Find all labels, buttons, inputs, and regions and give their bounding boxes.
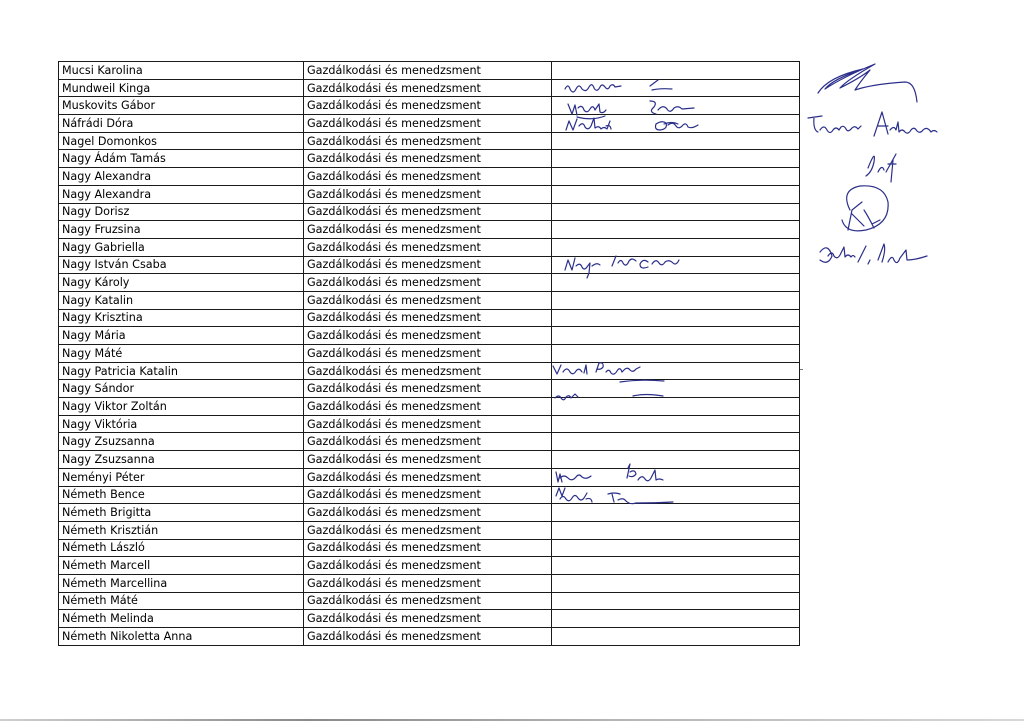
student-name-cell: Nagy Patricia Katalin bbox=[59, 362, 304, 380]
student-name-cell: Náfrádi Dóra bbox=[59, 115, 304, 133]
student-name-cell: Muskovits Gábor bbox=[59, 97, 304, 115]
table-row bbox=[59, 451, 800, 469]
table-row bbox=[59, 309, 800, 327]
table-row bbox=[59, 539, 800, 557]
student-name-cell: Nagy Dorisz bbox=[59, 203, 304, 221]
signature-cell bbox=[552, 539, 800, 557]
student-name-cell: Nagy István Csaba bbox=[59, 256, 304, 274]
signature-cell bbox=[552, 132, 800, 150]
table-row bbox=[59, 592, 800, 610]
student-name-cell: Nagy Gabriella bbox=[59, 238, 304, 256]
signature-cell bbox=[552, 327, 800, 345]
program-cell: Gazdálkodási és menedzsment bbox=[304, 256, 552, 274]
program-cell: Gazdálkodási és menedzsment bbox=[304, 557, 552, 575]
signature-cell bbox=[552, 345, 800, 363]
student-name-cell: Németh Krisztián bbox=[59, 521, 304, 539]
signature-margin-initials bbox=[866, 154, 896, 182]
table-row bbox=[59, 256, 800, 274]
signature-cell bbox=[552, 203, 800, 221]
program-cell: Gazdálkodási és menedzsment bbox=[304, 132, 552, 150]
program-cell: Gazdálkodási és menedzsment bbox=[304, 345, 552, 363]
table-row bbox=[59, 327, 800, 345]
table-row bbox=[59, 380, 800, 398]
table-row bbox=[59, 115, 800, 133]
student-name-cell: Nagy Zsuzsanna bbox=[59, 451, 304, 469]
scan-speck bbox=[800, 369, 803, 370]
signature-cell bbox=[552, 486, 800, 504]
student-name-cell: Németh Marcellina bbox=[59, 574, 304, 592]
student-name-cell: Németh Nikoletta Anna bbox=[59, 628, 304, 646]
program-cell: Gazdálkodási és menedzsment bbox=[304, 238, 552, 256]
student-name-cell: Németh Bence bbox=[59, 486, 304, 504]
table-row bbox=[59, 203, 800, 221]
signature-cell bbox=[552, 238, 800, 256]
student-name-cell: Németh Brigitta bbox=[59, 504, 304, 522]
signature-cell bbox=[552, 150, 800, 168]
program-cell: Gazdálkodási és menedzsment bbox=[304, 628, 552, 646]
student-name-cell: Nagy Sándor bbox=[59, 380, 304, 398]
student-name-cell: Németh László bbox=[59, 539, 304, 557]
program-cell: Gazdálkodási és menedzsment bbox=[304, 539, 552, 557]
student-name-cell: Németh Máté bbox=[59, 592, 304, 610]
program-cell: Gazdálkodási és menedzsment bbox=[304, 521, 552, 539]
signature-cell bbox=[552, 504, 800, 522]
table-row bbox=[59, 433, 800, 451]
table-row bbox=[59, 398, 800, 416]
table-row bbox=[59, 557, 800, 575]
program-cell: Gazdálkodási és menedzsment bbox=[304, 468, 552, 486]
signature-margin-dobak bbox=[820, 244, 927, 264]
signature-cell bbox=[552, 468, 800, 486]
table-row bbox=[59, 468, 800, 486]
table-row bbox=[59, 150, 800, 168]
table-row bbox=[59, 345, 800, 363]
program-cell: Gazdálkodási és menedzsment bbox=[304, 115, 552, 133]
table-row bbox=[59, 185, 800, 203]
student-name-cell: Nagy Mária bbox=[59, 327, 304, 345]
signature-cell bbox=[552, 362, 800, 380]
student-name-cell: Nagy Viktória bbox=[59, 415, 304, 433]
program-cell: Gazdálkodási és menedzsment bbox=[304, 79, 552, 97]
signature-cell bbox=[552, 521, 800, 539]
student-name-cell: Nagy Krisztina bbox=[59, 309, 304, 327]
table-row bbox=[59, 62, 800, 80]
student-name-cell: Németh Melinda bbox=[59, 610, 304, 628]
student-name-cell: Nagy Zsuzsanna bbox=[59, 433, 304, 451]
student-name-cell: Nagy Katalin bbox=[59, 291, 304, 309]
table-row bbox=[59, 79, 800, 97]
table-row bbox=[59, 168, 800, 186]
student-name-cell: Nagel Domonkos bbox=[59, 132, 304, 150]
student-name-cell: Nagy Fruzsina bbox=[59, 221, 304, 239]
signature-cell bbox=[552, 168, 800, 186]
table-row bbox=[59, 486, 800, 504]
table-row bbox=[59, 574, 800, 592]
signature-cell bbox=[552, 79, 800, 97]
table-row bbox=[59, 274, 800, 292]
program-cell: Gazdálkodási és menedzsment bbox=[304, 380, 552, 398]
signature-margin-toronyi bbox=[808, 112, 937, 136]
signature-cell bbox=[552, 574, 800, 592]
signature-cell bbox=[552, 557, 800, 575]
student-name-cell: Nagy Alexandra bbox=[59, 185, 304, 203]
student-name-cell: Nagy Károly bbox=[59, 274, 304, 292]
program-cell: Gazdálkodási és menedzsment bbox=[304, 309, 552, 327]
signature-cell bbox=[552, 97, 800, 115]
student-name-cell: Nagy Alexandra bbox=[59, 168, 304, 186]
student-name-cell: Mundweil Kinga bbox=[59, 79, 304, 97]
signature-cell bbox=[552, 380, 800, 398]
table-row bbox=[59, 521, 800, 539]
table-row bbox=[59, 221, 800, 239]
program-cell: Gazdálkodási és menedzsment bbox=[304, 274, 552, 292]
signature-cell bbox=[552, 274, 800, 292]
program-cell: Gazdálkodási és menedzsment bbox=[304, 150, 552, 168]
table-row bbox=[59, 415, 800, 433]
program-cell: Gazdálkodási és menedzsment bbox=[304, 185, 552, 203]
signature-cell bbox=[552, 115, 800, 133]
program-cell: Gazdálkodási és menedzsment bbox=[304, 486, 552, 504]
student-name-cell: Mucsi Karolina bbox=[59, 62, 304, 80]
program-cell: Gazdálkodási és menedzsment bbox=[304, 398, 552, 416]
program-cell: Gazdálkodási és menedzsment bbox=[304, 291, 552, 309]
student-name-cell: Neményi Péter bbox=[59, 468, 304, 486]
program-cell: Gazdálkodási és menedzsment bbox=[304, 327, 552, 345]
scan-edge-shadow bbox=[0, 719, 1024, 721]
attendance-table bbox=[58, 61, 800, 646]
program-cell: Gazdálkodási és menedzsment bbox=[304, 62, 552, 80]
signature-cell bbox=[552, 221, 800, 239]
table-row bbox=[59, 238, 800, 256]
signature-cell bbox=[552, 62, 800, 80]
signature-cell bbox=[552, 451, 800, 469]
student-name-cell: Nagy Ádám Tamás bbox=[59, 150, 304, 168]
signature-cell bbox=[552, 309, 800, 327]
program-cell: Gazdálkodási és menedzsment bbox=[304, 415, 552, 433]
program-cell: Gazdálkodási és menedzsment bbox=[304, 433, 552, 451]
signature-cell bbox=[552, 610, 800, 628]
student-name-cell: Nagy Viktor Zoltán bbox=[59, 398, 304, 416]
signature-margin-kl bbox=[842, 186, 888, 231]
signature-cell bbox=[552, 291, 800, 309]
signature-cell bbox=[552, 256, 800, 274]
program-cell: Gazdálkodási és menedzsment bbox=[304, 362, 552, 380]
signature-cell bbox=[552, 415, 800, 433]
program-cell: Gazdálkodási és menedzsment bbox=[304, 610, 552, 628]
table-row bbox=[59, 504, 800, 522]
signature-margin-scribble bbox=[818, 64, 917, 102]
program-cell: Gazdálkodási és menedzsment bbox=[304, 168, 552, 186]
student-name-cell: Németh Marcell bbox=[59, 557, 304, 575]
table-row bbox=[59, 610, 800, 628]
table-row bbox=[59, 132, 800, 150]
signature-cell bbox=[552, 398, 800, 416]
table-row bbox=[59, 362, 800, 380]
program-cell: Gazdálkodási és menedzsment bbox=[304, 203, 552, 221]
table-row bbox=[59, 97, 800, 115]
table-row bbox=[59, 628, 800, 646]
signature-cell bbox=[552, 433, 800, 451]
signature-cell bbox=[552, 592, 800, 610]
program-cell: Gazdálkodási és menedzsment bbox=[304, 592, 552, 610]
program-cell: Gazdálkodási és menedzsment bbox=[304, 221, 552, 239]
signature-cell bbox=[552, 628, 800, 646]
program-cell: Gazdálkodási és menedzsment bbox=[304, 574, 552, 592]
program-cell: Gazdálkodási és menedzsment bbox=[304, 451, 552, 469]
attendance-table-body bbox=[59, 62, 800, 646]
table-row bbox=[59, 291, 800, 309]
student-name-cell: Nagy Máté bbox=[59, 345, 304, 363]
program-cell: Gazdálkodási és menedzsment bbox=[304, 97, 552, 115]
signature-cell bbox=[552, 185, 800, 203]
program-cell: Gazdálkodási és menedzsment bbox=[304, 504, 552, 522]
